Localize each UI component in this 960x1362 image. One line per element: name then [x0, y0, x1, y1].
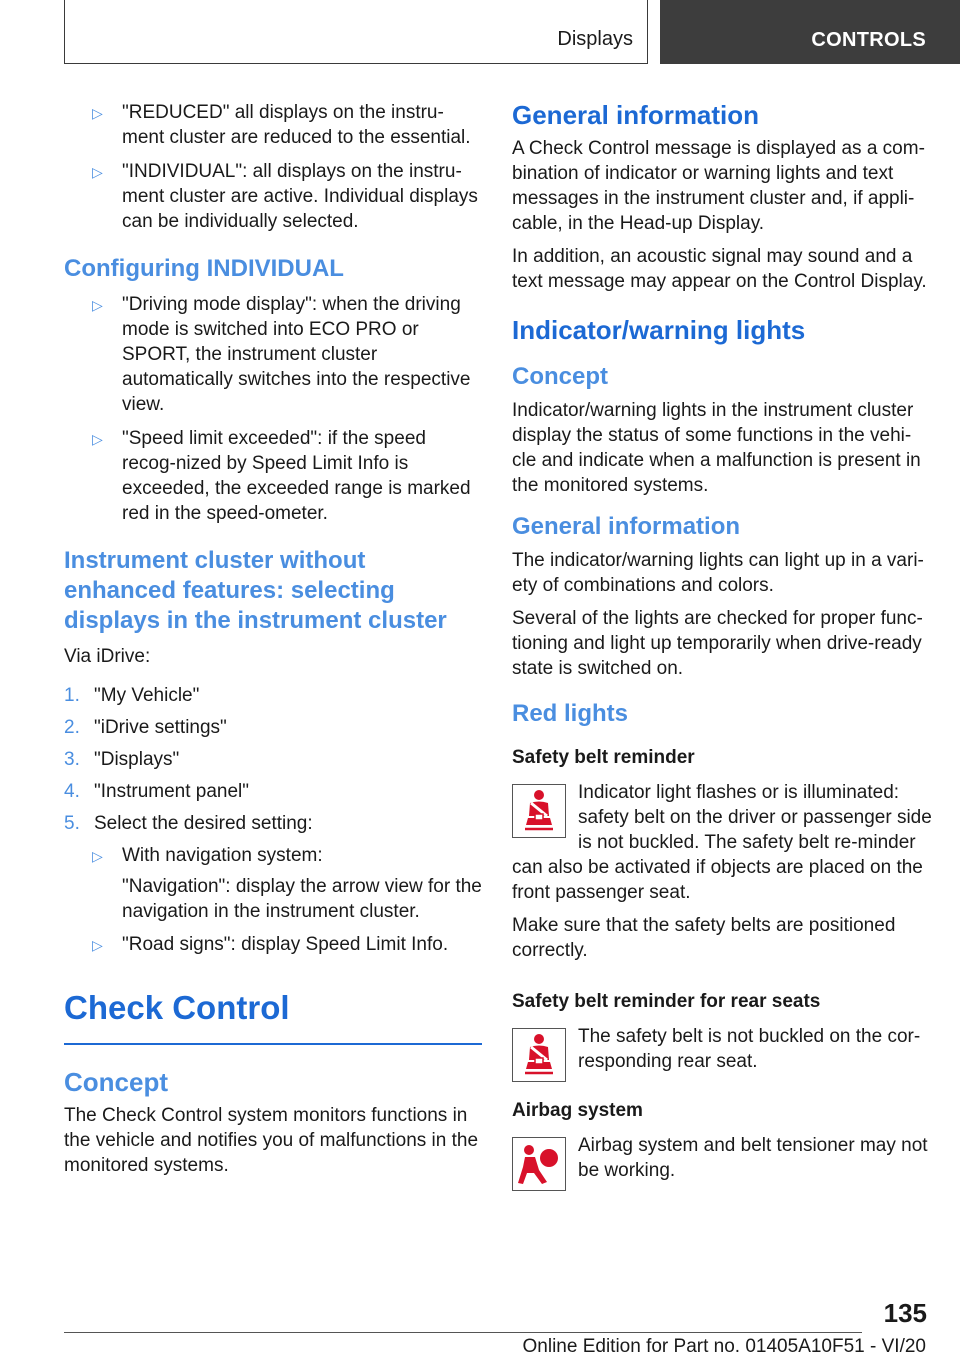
bullet-item: ▷ "REDUCED" all displays on the instru-ment cluster are reduced to the essential. [92, 102, 471, 148]
belt-reminder-heading: Safety belt reminder [512, 747, 695, 768]
red-lights-heading: Red lights [512, 700, 629, 727]
airbag-heading: Airbag system [512, 1100, 643, 1121]
right-column [512, 100, 932, 1193]
general2-text-1: The indicator/warning lights can light up in a vari-ety of combinations and colors. [512, 550, 924, 596]
general2-text-2: Several of the lights are checked for proper func-tioning and light up temporarily when drive-ready state is switched on. [512, 608, 923, 679]
triangle-bullet-icon: ▷ [92, 105, 103, 121]
concept-heading-right: Concept [512, 363, 608, 390]
belt-reminder-text-2: Make sure that the safety belts are positioned correctly. [512, 915, 896, 961]
configuring-heading: Configuring INDIVIDUAL [64, 255, 344, 282]
step-item: 4. "Instrument panel" [64, 781, 250, 802]
footer-rule [64, 1332, 862, 1333]
header-section-box [64, 0, 648, 64]
sub-bullet-item: ▷ "Road signs": display Speed Limit Info. [64, 932, 482, 957]
triangle-bullet-icon: ▷ [92, 164, 103, 180]
seatbelt-warning-icon [512, 1028, 566, 1082]
sub-bullet-continuation: "Navigation": display the arrow view for the navigation in the instrument cluster. [122, 876, 482, 922]
general-info-heading-2: General information [512, 513, 741, 540]
step-item: 5. Select the desired setting: [64, 813, 313, 834]
bullet-item: ▷ "INDIVIDUAL": all displays on the instru-ment cluster are active. Individual displays can be individually selected. [92, 161, 478, 232]
footer-edition: Online Edition for Part no. 01405A10F51 - VI/20 [522, 1336, 926, 1357]
triangle-bullet-icon: ▷ [92, 848, 103, 864]
airbag-text: Airbag system and belt tensioner may not be working. [578, 1135, 928, 1181]
rear-belt-heading: Safety belt reminder for rear seats [512, 991, 821, 1012]
section-title: Displays [557, 28, 633, 50]
triangle-bullet-icon: ▷ [92, 937, 103, 953]
page-number: 135 [883, 1298, 927, 1328]
check-control-heading: Check Control [64, 989, 290, 1026]
triangle-bullet-icon: ▷ [92, 297, 103, 313]
step-item: 2. "iDrive settings" [64, 717, 227, 738]
airbag-warning-icon [512, 1137, 566, 1191]
rear-belt-text: The safety belt is not buckled on the cor-responding rear seat. [578, 1026, 921, 1072]
header-chapter-tab [660, 0, 960, 64]
general-info-heading: General information [512, 100, 760, 130]
chapter-title: CONTROLS [811, 29, 926, 51]
step-item: 3. "Displays" [64, 749, 180, 770]
belt-reminder-text: Indicator light flashes or is illuminated: safety belt on the driver or passenger side is not buckled. The safety belt re-minder can also be activated if objects are placed on the front passenger seat. [512, 782, 932, 903]
left-column [64, 100, 482, 1186]
concept-heading: Concept [64, 1067, 168, 1097]
via-idrive: Via iDrive: [64, 646, 151, 667]
concept-text-right: Indicator/warning lights in the instrument cluster display the status of some functions in the vehi-cle and indicate when a malfunction is present in the monitored systems. [512, 400, 921, 496]
bullet-item: ▷ "Driving mode display": when the driving mode is switched into ECO PRO or SPORT, the instrument cluster automatically switches into the respective view. [92, 294, 471, 415]
indicator-heading: Indicator/warning lights [512, 315, 806, 345]
bullet-item: ▷ "Speed limit exceeded": if the speed recog-nized by Speed Limit Info is exceeded, the exceeded range is marked red in the speed-ometer. [92, 428, 471, 524]
concept-text: The Check Control system monitors functions in the vehicle and notifies you of malfunctions in the monitored systems. [64, 1105, 479, 1176]
cluster-heading: Instrument cluster without enhanced features: selecting displays in the instrument cluster [64, 547, 447, 634]
general-text-2: In addition, an acoustic signal may sound and a text message may appear on the Control Display. [512, 246, 927, 292]
general-text-1: A Check Control message is displayed as a com-bination of indicator or warning lights and text messages in the instrument cluster and, if appli-cable, in the Head-up Display. [512, 138, 925, 234]
step-item: 1. "My Vehicle" [64, 685, 200, 706]
sub-bullet-item: ▷ With navigation system: [64, 843, 482, 868]
heading-rule [64, 1043, 482, 1045]
seatbelt-warning-icon [512, 784, 566, 838]
triangle-bullet-icon: ▷ [92, 431, 103, 447]
